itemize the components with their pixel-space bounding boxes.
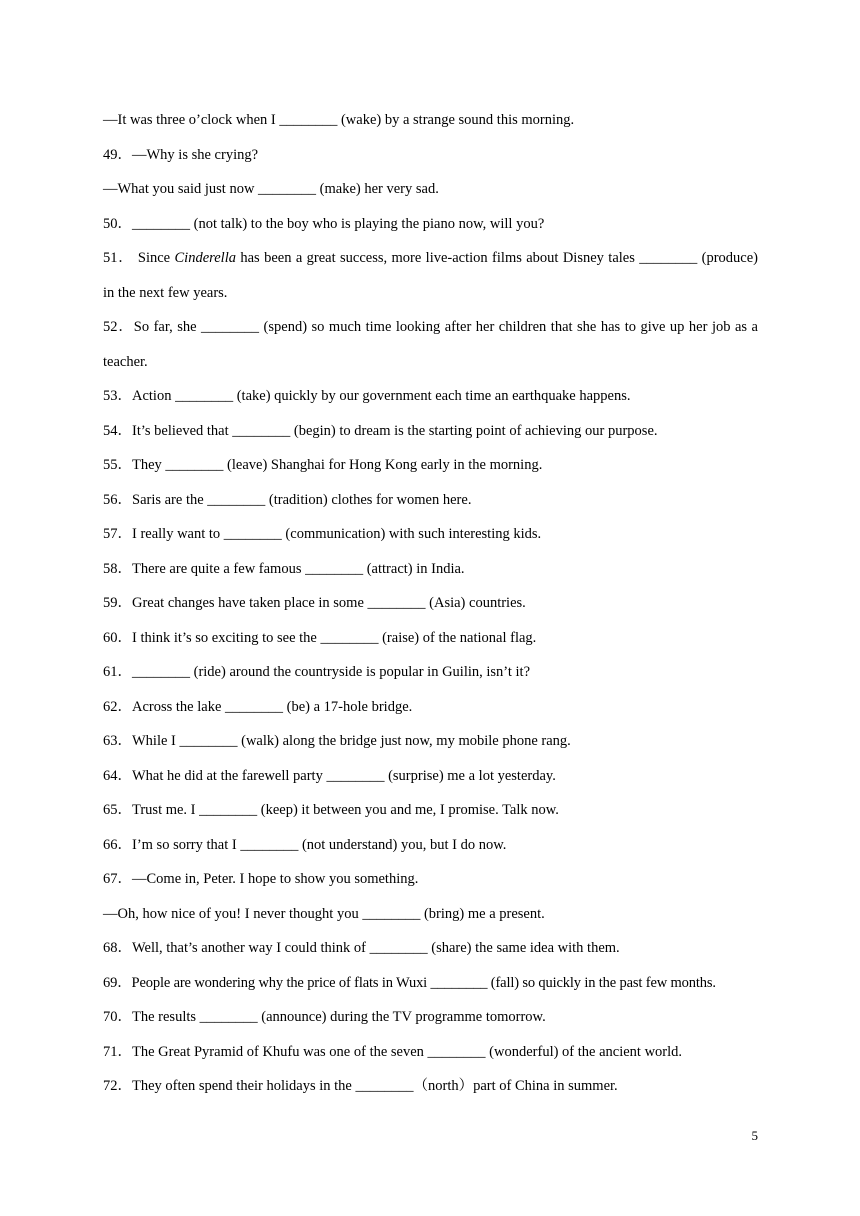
question-50: 50．________ (not talk) to the boy who is playing the piano now, will you? [103,215,545,232]
question-55: 55．They ________ (leave) Shanghai for Hong Kong early in the morning. [103,457,543,473]
question-69: 69．People are wondering why the price of flats in Wuxi ________ (fall) so quickly in the past few months. [103,974,716,991]
question-line: —Oh, how nice of you! I never thought you ________ (bring) me a present. [103,905,545,922]
question-line: —What you said just now ________ (make) her very sad. [103,181,439,197]
question-68: 68．Well, that’s another way I could think of ________ (share) the same idea with them. [103,940,620,956]
question-line: —It was three o’clock when I ________ (wake) by a strange sound this morning. [103,112,575,128]
question-62: 62．Across the lake ________ (be) a 17-hole bridge. [103,698,413,715]
worksheet-page [103,103,758,1104]
question-52: 52．So far, she ________ (spend) so much time looking after her children that she has to give up her job as a teacher. [103,319,758,370]
question-72: 72．They often spend their holidays in the ________（north）part of China in summer. [103,1078,618,1094]
question-60: 60．I think it’s so exciting to see the ________ (raise) of the national flag. [103,629,537,646]
question-56: 56．Saris are the ________ (tradition) clothes for women here. [103,491,472,508]
question-51 [103,241,758,310]
question-57: 57．I really want to ________ (communication) with such interesting kids. [103,526,542,542]
question-64: 64．What he did at the farewell party ________ (surprise) me a lot yesterday. [103,767,556,784]
film-title: Cinderella [174,250,236,266]
page-number: 5 [751,1128,758,1143]
question-70: 70．The results ________ (announce) during the TV programme tomorrow. [103,1009,546,1025]
question-65: 65．Trust me. I ________ (keep) it between you and me, I promise. Talk now. [103,802,559,818]
question-59: 59．Great changes have taken place in some ________ (Asia) countries. [103,595,526,611]
question-61: 61．________ (ride) around the countryside is popular in Guilin, isn’t it? [103,664,531,680]
question-53: 53．Action ________ (take) quickly by our government each time an earthquake happens. [103,388,631,404]
question-51-rest: has been a great success, more live-action films about Disney tales ________ (produce) in the next few years. [103,250,758,301]
question-54: 54．It’s believed that ________ (begin) to dream is the starting point of achieving our purpose. [103,422,658,439]
question-58: 58．There are quite a few famous ________ (attract) in India. [103,560,465,577]
question-67: 67．—Come in, Peter. I hope to show you something. [103,871,419,887]
question-63: 63．While I ________ (walk) along the bridge just now, my mobile phone rang. [103,733,571,749]
question-71: 71．The Great Pyramid of Khufu was one of the seven ________ (wonderful) of the ancient world. [103,1043,683,1060]
question-49: 49．—Why is she crying? [103,146,259,163]
question-66: 66．I’m so sorry that I ________ (not understand) you, but I do now. [103,836,507,853]
question-51-start: 51． Since [103,250,175,266]
